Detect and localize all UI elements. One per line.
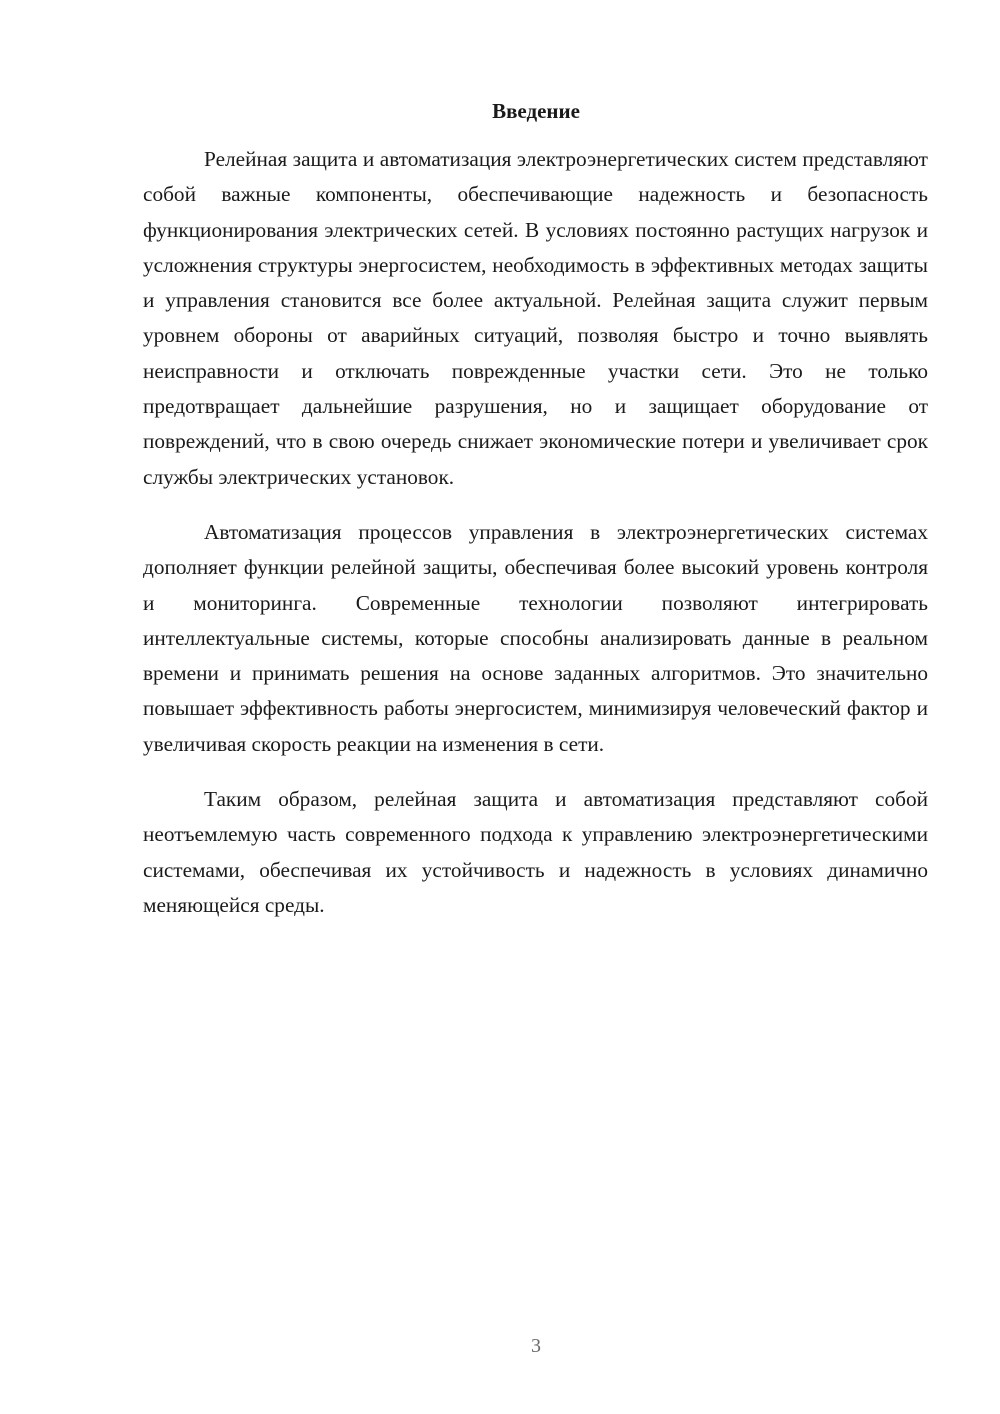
paragraph-3: Таким образом, релейная защита и автоматизация представляют собой неотъемлемую часть современного подхода к управлению электроэнергетическими системами, обеспечивая их устойчивость и надежность в условиях динамично меняющейся среды. [143, 787, 928, 917]
page-number: 3 [531, 1335, 541, 1357]
paragraph-1: Релейная защита и автоматизация электроэнергетических систем представляют собой важные компоненты, обеспечивающие надежность и безопасность функционирования электрических сетей. В условиях постоянно растущих нагрузок и усложнения структуры энергосистем, необходимость в эффективных методах защиты и управления становится все более актуальной. Релейная защита служит первым уровнем обороны от аварийных ситуаций, позволяя быстро и точно выявлять неисправности и отключать поврежденные участки сети. Это не только предотвращает дальнейшие разрушения, но и защищает оборудование от повреждений, что в свою очередь снижает экономические потери и увеличивает срок службы электрических установок. [143, 147, 928, 489]
page-heading: Введение [492, 99, 580, 123]
paragraph-2: Автоматизация процессов управления в электроэнергетических системах дополняет функции релейной защиты, обеспечивая более высокий уровень контроля и мониторинга. Современные технологии позволяют интегрировать интеллектуальные системы, которые способны анализировать данные в реальном времени и принимать решения на основе заданных алгоритмов. Это значительно повышает эффективность работы энергосистем, минимизируя человеческий фактор и увеличивая скорость реакции на изменения в сети. [143, 519, 928, 756]
body-text [143, 142, 928, 943]
